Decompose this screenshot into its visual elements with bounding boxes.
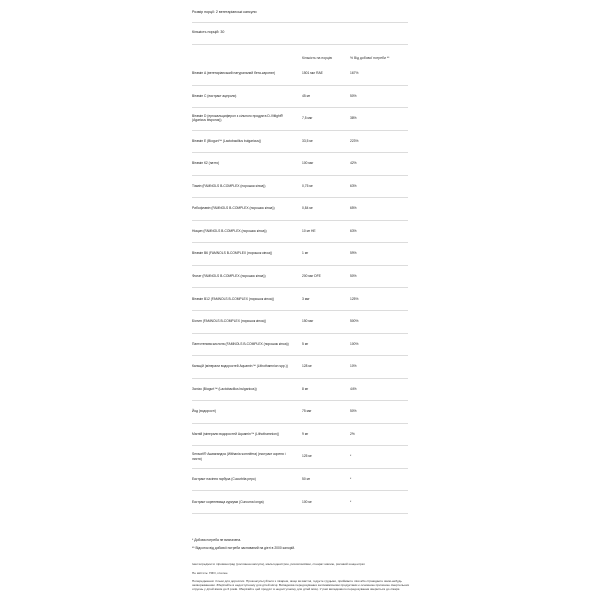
nutrient-amount: 100 мкг <box>302 161 314 166</box>
nutrient-daily-value: * <box>350 454 352 459</box>
nutrient-amount: 128 мг <box>302 364 312 369</box>
nutrient-amount: 1 мг <box>302 251 309 256</box>
table-row <box>192 221 408 244</box>
nutrient-name: Біотин (FAMNOLS B-COMPLEX (порошок кіноа)) <box>192 319 266 324</box>
nutrient-daily-value: * <box>350 499 352 504</box>
nutrient-daily-value: 59% <box>350 251 357 256</box>
table-row <box>192 86 408 109</box>
nutrient-name: Тіамін (FAMNOLS B-COMPLEX (порошок кіноа)) <box>192 183 266 188</box>
footnote-not-established: * Добова потреба не визначена. <box>192 538 242 542</box>
nutrient-amount: 10 мг НЕ <box>302 228 316 233</box>
nutrient-name: Вітамін E (Biogurt™ (Lactobacillus bulgaricus)) <box>192 138 262 143</box>
nutrient-name: Йод (водорості) <box>192 409 216 414</box>
nutrient-amount: 125 мг <box>302 454 312 459</box>
nutrient-amount: 1501 мкг RAE <box>302 71 323 76</box>
free-from: Не містить: ГМО, глютен. <box>192 571 229 575</box>
nutrient-name: Екстракт кореневища куркуми (Curcuma longa) <box>192 499 264 504</box>
table-row <box>192 356 408 379</box>
table-row <box>192 108 408 131</box>
nutrient-daily-value: 50% <box>350 409 357 414</box>
nutrient-daily-value: 50% <box>350 93 357 98</box>
nutrient-daily-value: 50% <box>350 274 357 279</box>
nutrient-amount: 150 мкг <box>302 319 314 324</box>
nutrient-amount: 0,84 мг <box>302 206 313 211</box>
table-row <box>192 289 408 312</box>
nutrient-daily-value: 42% <box>350 161 357 166</box>
table-row <box>192 153 408 176</box>
table-row <box>192 131 408 154</box>
nutrient-name: Вітамін D (ергокальциферол з сільного продукта D-Vitlight® (Agaricus bisporus)) <box>192 114 284 123</box>
nutrient-amount: 0,75 мг <box>302 183 313 188</box>
table-row <box>192 266 408 289</box>
nutrient-daily-value: 167% <box>350 71 359 76</box>
column-header-daily-value: % Від добової потреби ** <box>350 56 390 60</box>
nutrient-daily-value: 100% <box>350 341 359 346</box>
nutrient-amount: 75 мкг <box>302 409 312 414</box>
table-row <box>192 243 408 266</box>
table-row <box>192 63 408 86</box>
table-row <box>192 491 408 514</box>
nutrient-name: Залізо (Biogurt™ (Lactobacillus bulgaricus)) <box>192 386 257 391</box>
table-row <box>192 379 408 402</box>
nutrient-daily-value: 223% <box>350 138 359 143</box>
servings-count: Кількість порцій: 30 <box>192 30 225 34</box>
nutrient-name: Вітамін С (екстракт ацероли) <box>192 93 237 98</box>
nutrient-daily-value: 125% <box>350 296 359 301</box>
nutrient-daily-value: * <box>350 476 352 481</box>
nutrient-name: Фолат (FAMNOLS B-COMPLEX (порошок кіноа)) <box>192 274 266 279</box>
nutrient-name: Ніацин (FAMNOLS B-COMPLEX (порошок кіноа)) <box>192 228 267 233</box>
nutrient-daily-value: 500% <box>350 319 359 324</box>
nutrient-daily-value: 2% <box>350 431 355 436</box>
nutrient-amount: 50 мг <box>302 476 311 481</box>
table-row <box>192 176 408 199</box>
footnote-daily-value-basis: ** Відсоток від добової потреби заснований на дієті в 2000 калорій. <box>192 546 296 550</box>
other-ingredients: Інші інгредієнти: піровиноград (рослинна капсула), мальтодекстрин, рисові висівки, стеарат магнію, рисовий концентрат. <box>192 562 366 566</box>
column-header-amount: Кількість на порцію <box>302 56 333 60</box>
nutrient-name: Вітамін В6 (FAMNOLS B-COMPLEX (порошок кіноа)) <box>192 251 273 256</box>
table-row <box>192 424 408 447</box>
table-row <box>192 198 408 221</box>
nutrient-amount: 45 мг <box>302 93 311 98</box>
nutrient-amount: 8 мг <box>302 386 309 391</box>
nutrient-daily-value: 10% <box>350 364 357 369</box>
nutrient-name: Магній (мінерали водоростей Aquamin™ (Lithothamnion)) <box>192 431 280 436</box>
nutrient-amount: 9 мг <box>302 431 309 436</box>
nutrient-name: Вітамін К2 (натто) <box>192 161 220 166</box>
nutrient-amount: 33,5 мг <box>302 138 313 143</box>
nutrient-name: Кальцій (мінерали водоростей Aquamin™ (Lithothamnion spp.)) <box>192 364 288 369</box>
nutrient-name: Вітамін А (вегетаріанський натуральний бета-каротин) <box>192 71 276 76</box>
nutrient-daily-value: 44% <box>350 386 357 391</box>
serving-size: Розмір порції: 2 вегетаріанські капсули <box>192 10 257 14</box>
nutrient-daily-value: 63% <box>350 228 357 233</box>
table-row <box>192 334 408 357</box>
nutrient-daily-value: 63% <box>350 183 357 188</box>
nutrient-daily-value: 65% <box>350 206 357 211</box>
nutrient-daily-value: 38% <box>350 116 357 121</box>
nutrient-name: Екстракт насіння гарбуза (Cucurbita pepo) <box>192 476 256 481</box>
divider <box>192 22 408 23</box>
warning-text: Попередження: тільки для дорослих. Проконсультуйтеся з лікарем, якщо ви вагітні, годуєте грудьми, приймаєте ліки або страждаєте яким-небудь захворюванням. Зберігайте в недоступному для дітей місці. Випадкова передозування залізовмісними продуктами є основною причиною смертельних отруєнь у дітей віком до 6 років. Зберігайте цей продукт в недоступному для дітей місці. У разі випадкового передозування зверніться до лікаря. <box>192 579 410 592</box>
nutrient-amount: 100 мг <box>302 499 312 504</box>
nutrient-name: Рибофлавін (FAMNOLS B-COMPLEX (порошок кіноа)) <box>192 206 275 211</box>
nutrient-amount: 200 мкг DFE <box>302 274 321 279</box>
table-row <box>192 311 408 334</box>
table-row <box>192 446 408 469</box>
table-row <box>192 401 408 424</box>
nutrient-name: Вітамін В12 (FAMNOLS B-COMPLEX (порошок кіноа)) <box>192 296 274 301</box>
divider <box>192 44 408 45</box>
nutrient-amount: 7,5 мкг <box>302 116 313 121</box>
table-row <box>192 469 408 492</box>
nutrient-amount: 3 мкг <box>302 296 310 301</box>
nutrient-amount: 5 мг <box>302 341 309 346</box>
nutrient-name: Sensoril® Ашвагандха (Withania somnifera) (екстракт кореня і листя) <box>192 452 286 461</box>
nutrient-name: Пантотенова кислота (FAMNOLS B-COMPLEX (порошок кіноа)) <box>192 341 289 346</box>
